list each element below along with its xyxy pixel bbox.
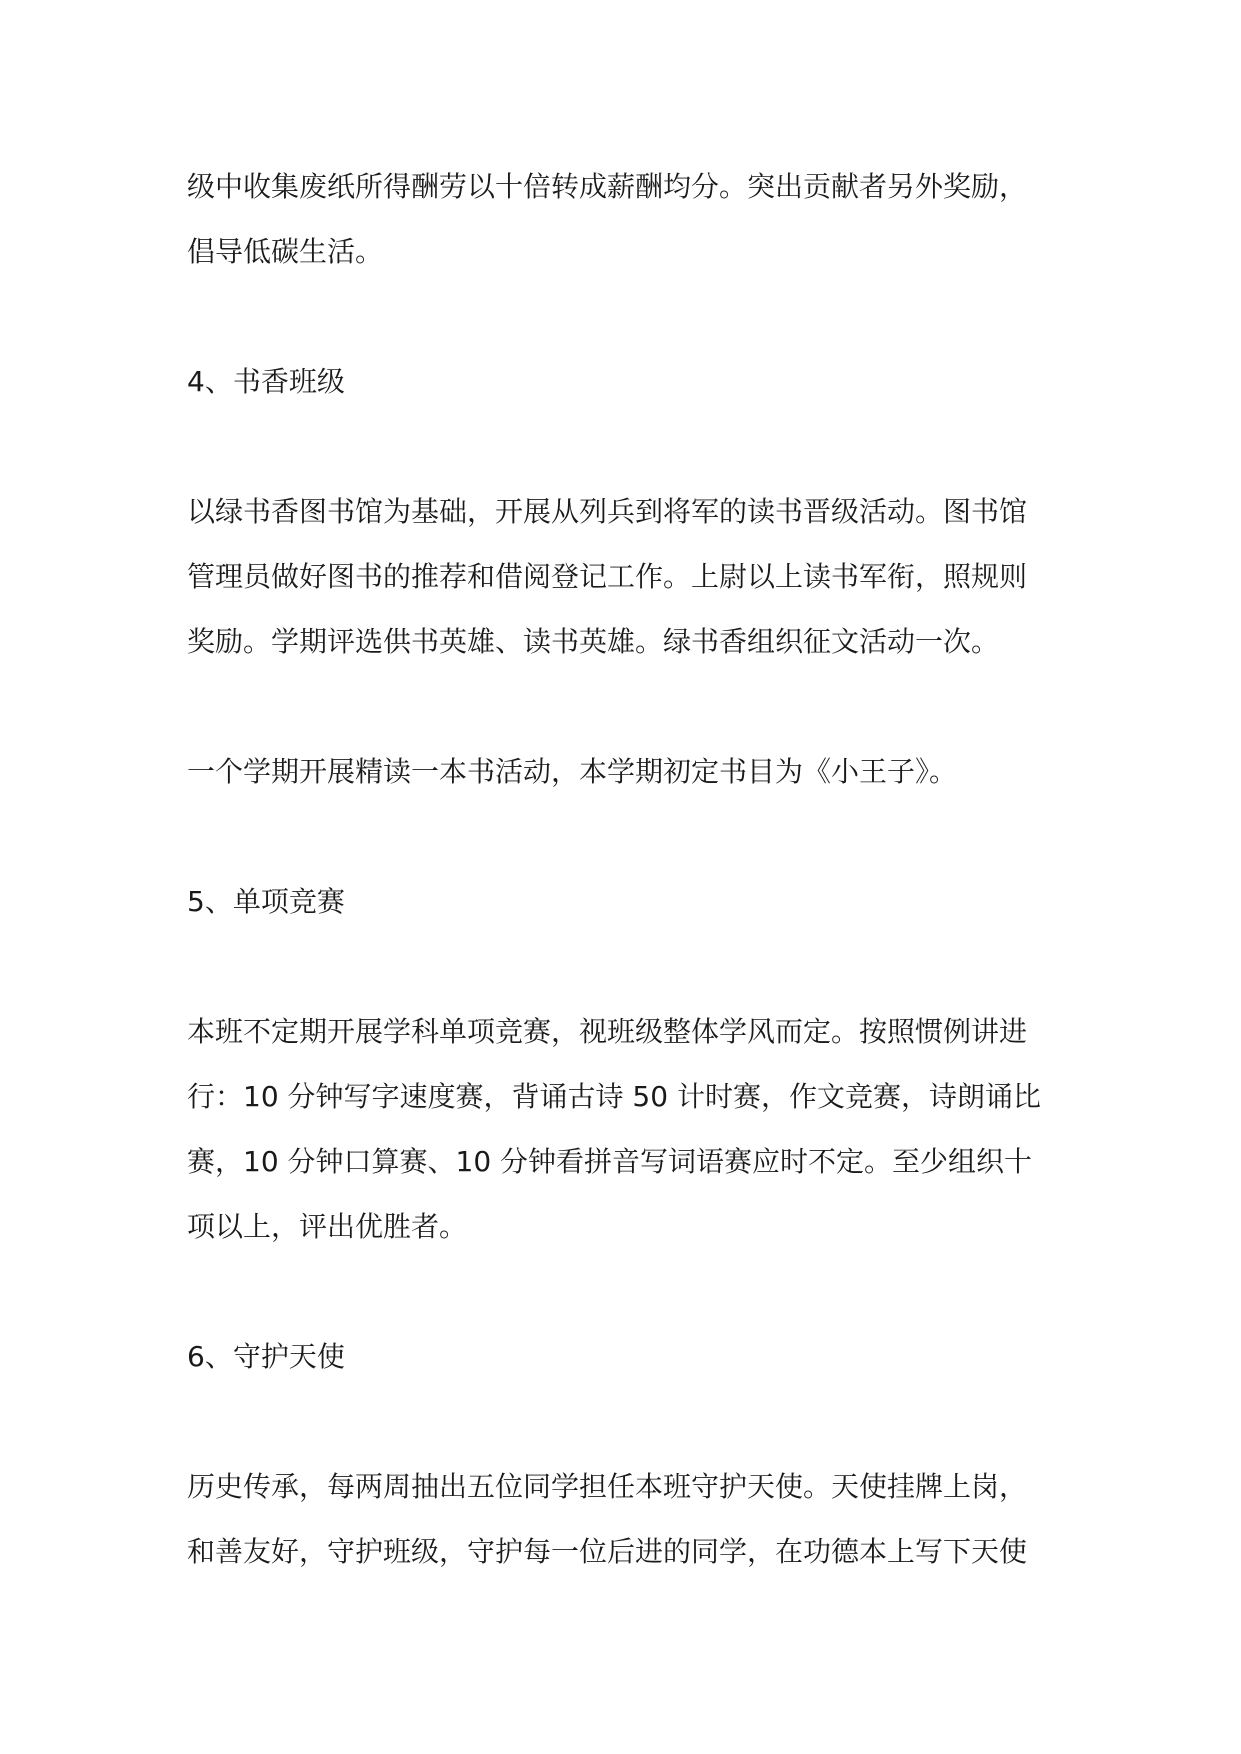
text-line: 奖励。学期评选供书英雄、读书英雄。绿书香组织征文活动一次。 [187, 625, 1000, 658]
paragraph-book-selection [187, 739, 1087, 804]
text-line: 本班不定期开展学科单项竞赛，视班级整体学风而定。按照惯例讲进 [187, 1015, 1028, 1048]
text-line: 行：10 分钟写字速度赛，背诵古诗 50 计时赛，作文竞赛，诗朗诵比 [187, 1080, 1041, 1113]
text-line: 以绿书香图书馆为基础，开展从列兵到将军的读书晋级活动。图书馆 [187, 495, 1028, 528]
document-body [187, 154, 1087, 1584]
text-line: 历史传承，每两周抽出五位同学担任本班守护天使。天使挂牌上岗， [187, 1470, 1028, 1503]
heading-text: 4、书香班级 [187, 365, 345, 398]
paragraph-competitions [187, 999, 1087, 1259]
text-line: 倡导低碳生活。 [187, 235, 384, 268]
text-line: 级中收集废纸所得酬劳以十倍转成薪酬均分。突出贡献者另外奖励， [187, 170, 1028, 203]
heading-text: 6、守护天使 [187, 1340, 345, 1373]
text-line: 一个学期开展精读一本书活动，本学期初定书目为《小王子》。 [187, 755, 958, 788]
text-line: 赛，10 分钟口算赛、10 分钟看拼音写词语赛应时不定。至少组织十 [187, 1145, 1033, 1178]
text-line: 项以上，评出优胜者。 [187, 1210, 468, 1243]
section-heading-6 [187, 1324, 1087, 1389]
text-line: 管理员做好图书的推荐和借阅登记工作。上尉以上读书军衔，照规则 [187, 560, 1028, 593]
section-heading-4 [187, 349, 1087, 414]
paragraph-guardian-angel [187, 1454, 1087, 1584]
text-line: 和善友好，守护班级，守护每一位后进的同学，在功德本上写下天使 [187, 1535, 1028, 1568]
paragraph-recycling [187, 154, 1087, 284]
heading-text: 5、单项竞赛 [187, 885, 345, 918]
section-heading-5 [187, 869, 1087, 934]
paragraph-reading-program [187, 479, 1087, 674]
